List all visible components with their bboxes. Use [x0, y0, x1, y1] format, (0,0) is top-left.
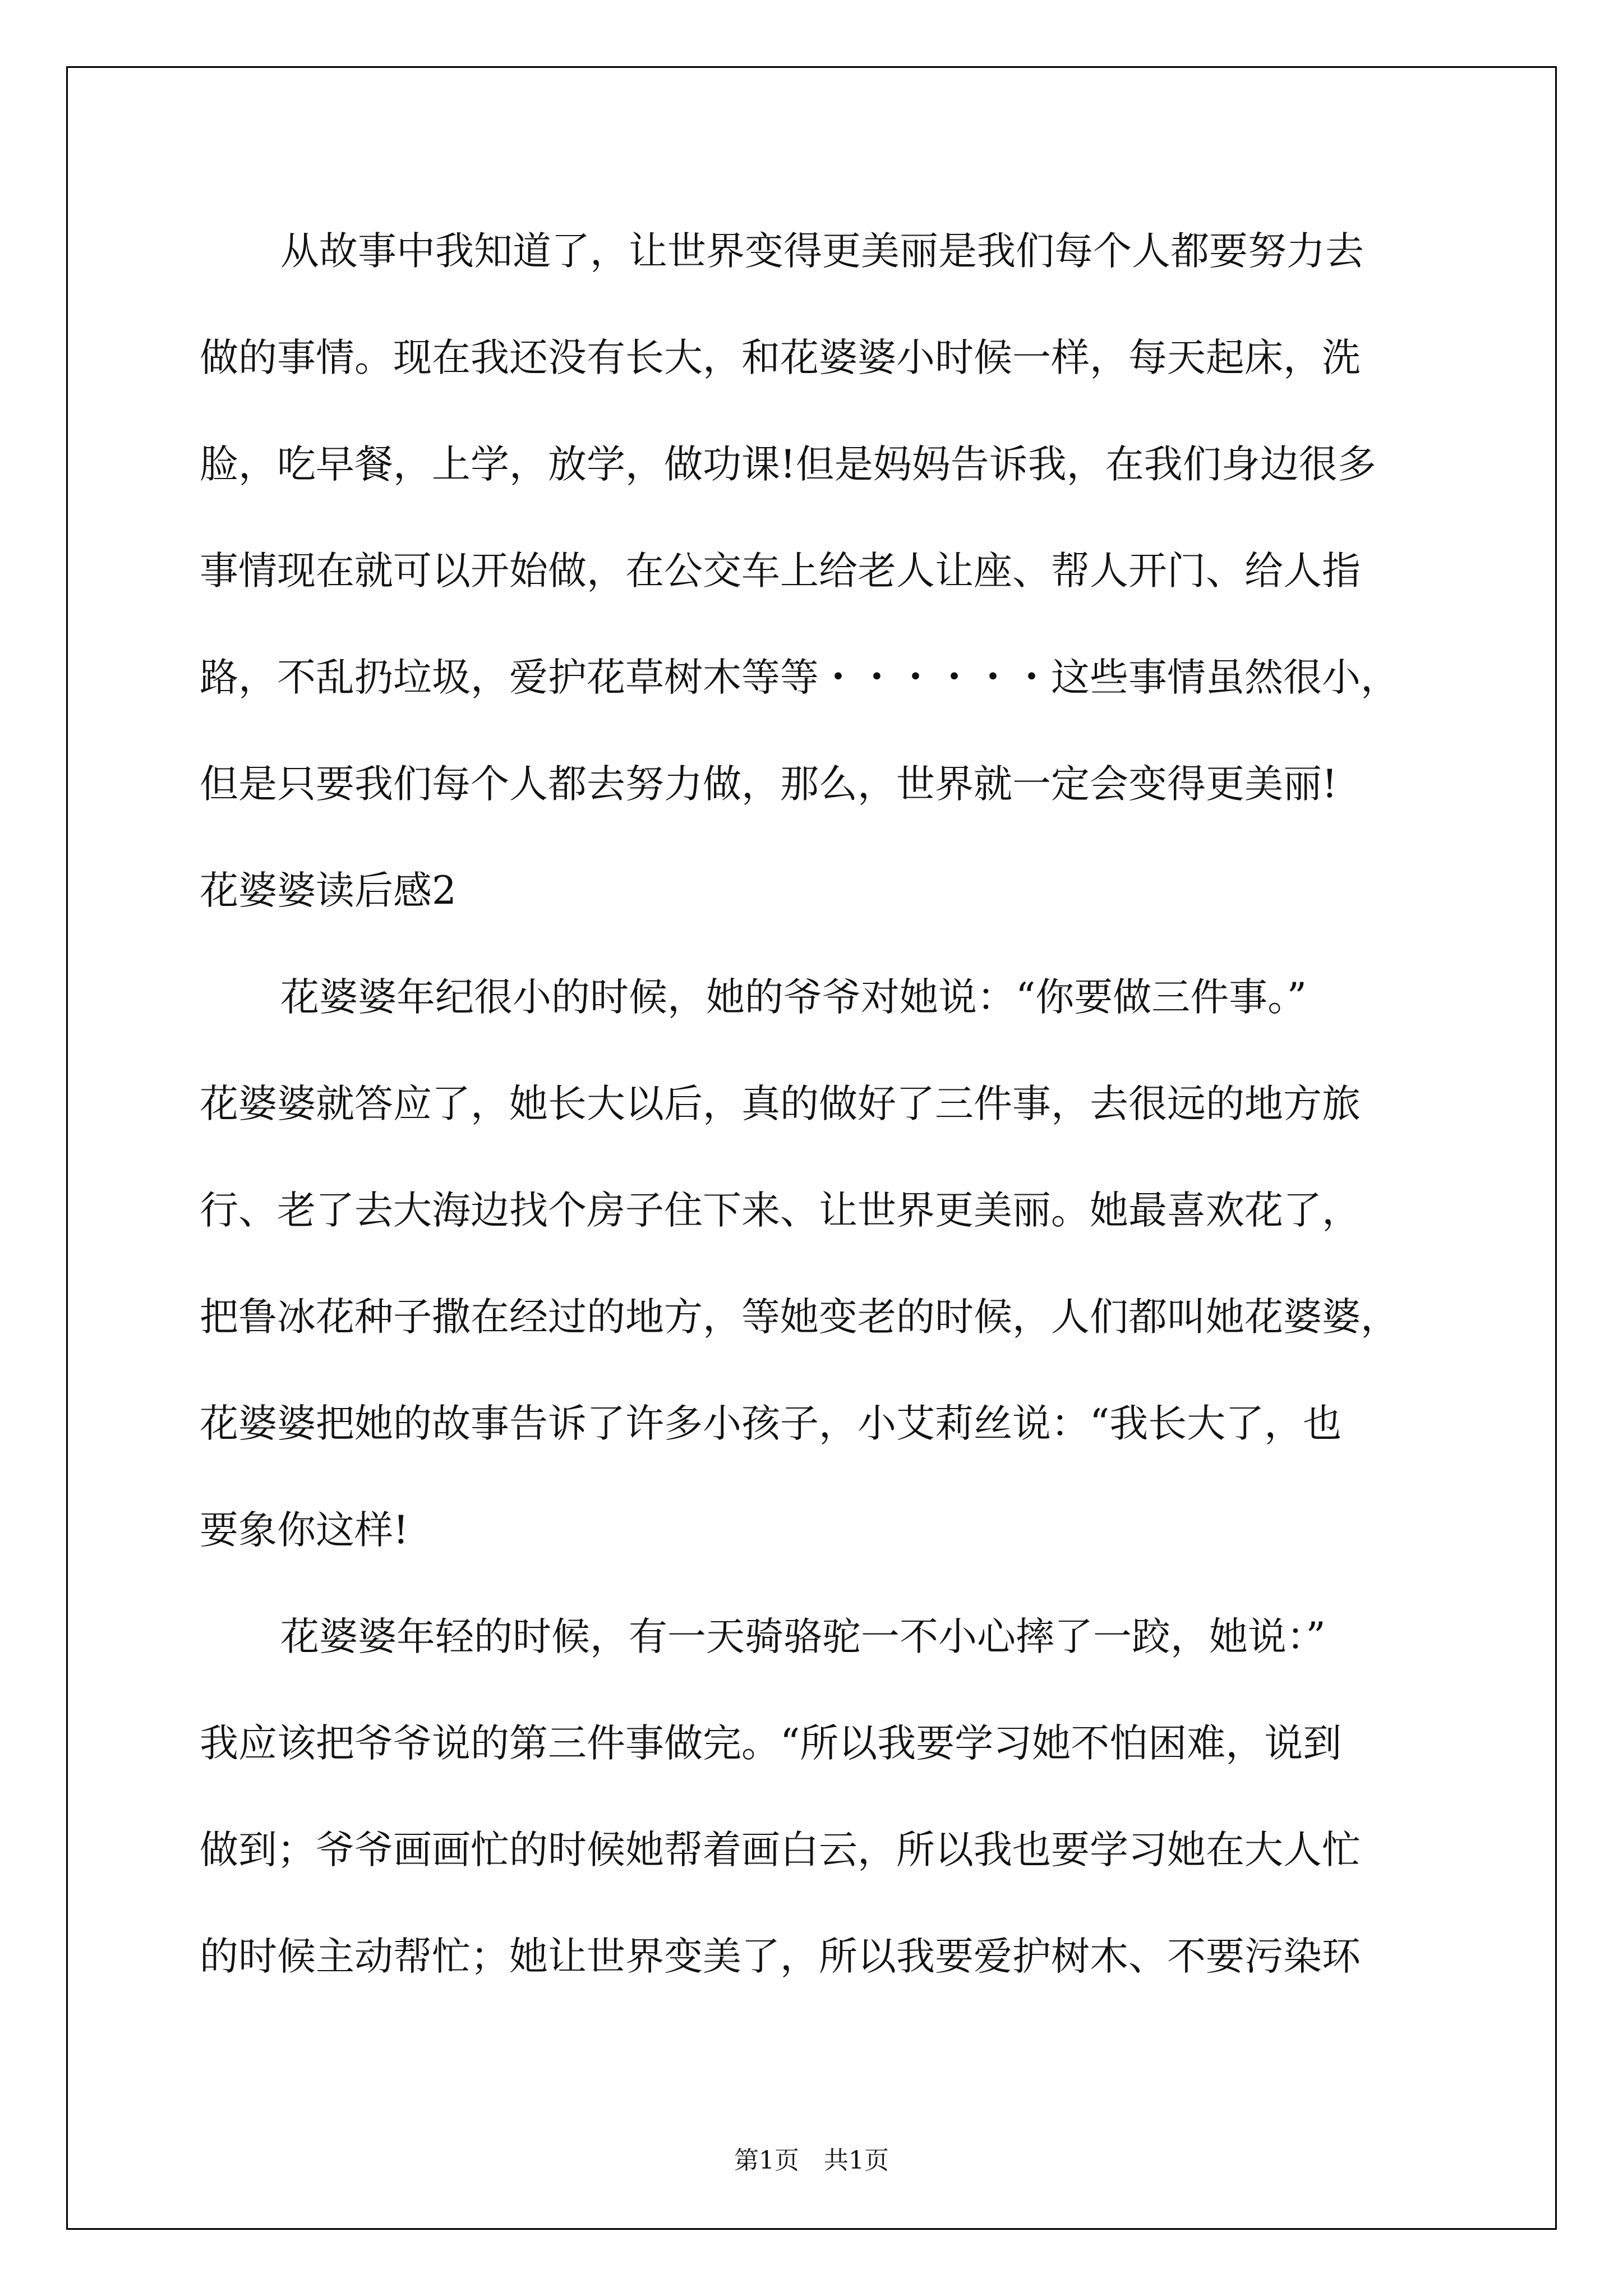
paragraph-line: 事情现在就可以开始做，在公交车上给老人让座、帮人开门、给人指 — [200, 549, 1361, 593]
paragraph-line: 把鲁冰花种子撒在经过的地方，等她变老的时候，人们都叫她花婆婆， — [200, 1295, 1399, 1340]
page-footer: 第1页 共1页 — [734, 2146, 889, 2175]
paragraph-line: 脸，吃早餐，上学，放学，做功课!但是妈妈告诉我，在我们身边很多 — [200, 442, 1376, 487]
paragraph-line: 花婆婆把她的故事告诉了许多小孩子，小艾莉丝说：“我长大了，也 — [200, 1401, 1342, 1446]
paragraph-line: 花婆婆年纪很小的时候，她的爷爷对她说：“你要做三件事。” — [280, 975, 1307, 1020]
paragraph-line: 从故事中我知道了，让世界变得更美丽是我们每个人都要努力去 — [280, 229, 1364, 274]
paragraph-line: 我应该把爷爷说的第三件事做完。“所以我要学习她不怕困难，说到 — [200, 1721, 1342, 1766]
paragraph-line: 做的事情。现在我还没有长大，和花婆婆小时候一样，每天起床，洗 — [200, 335, 1361, 380]
paragraph-line: 做到；爷爷画画忙的时候她帮着画白云，所以我也要学习她在大人忙 — [200, 1828, 1361, 1872]
paragraph-line: 但是只要我们每个人都去努力做，那么，世界就一定会变得更美丽! — [200, 762, 1338, 807]
paragraph-line: 路，不乱扔垃圾，爱护花草树木等等・・・・・・这些事情虽然很小， — [200, 655, 1399, 700]
paragraph-line: 花婆婆年轻的时候，有一天骑骆驼一不小心摔了一跤，她说：” — [280, 1614, 1326, 1659]
paragraph-line: 行、老了去大海边找个房子住下来、让世界更美丽。她最喜欢花了， — [200, 1188, 1361, 1233]
paragraph-line: 的时候主动帮忙；她让世界变美了，所以我要爱护树木、不要污染环 — [200, 1934, 1361, 1979]
paragraph-line: 要象你这样! — [200, 1508, 409, 1553]
paragraph-line: 花婆婆就答应了，她长大以后，真的做好了三件事，去很远的地方旅 — [200, 1082, 1361, 1126]
section-heading: 花婆婆读后感2 — [200, 868, 457, 913]
